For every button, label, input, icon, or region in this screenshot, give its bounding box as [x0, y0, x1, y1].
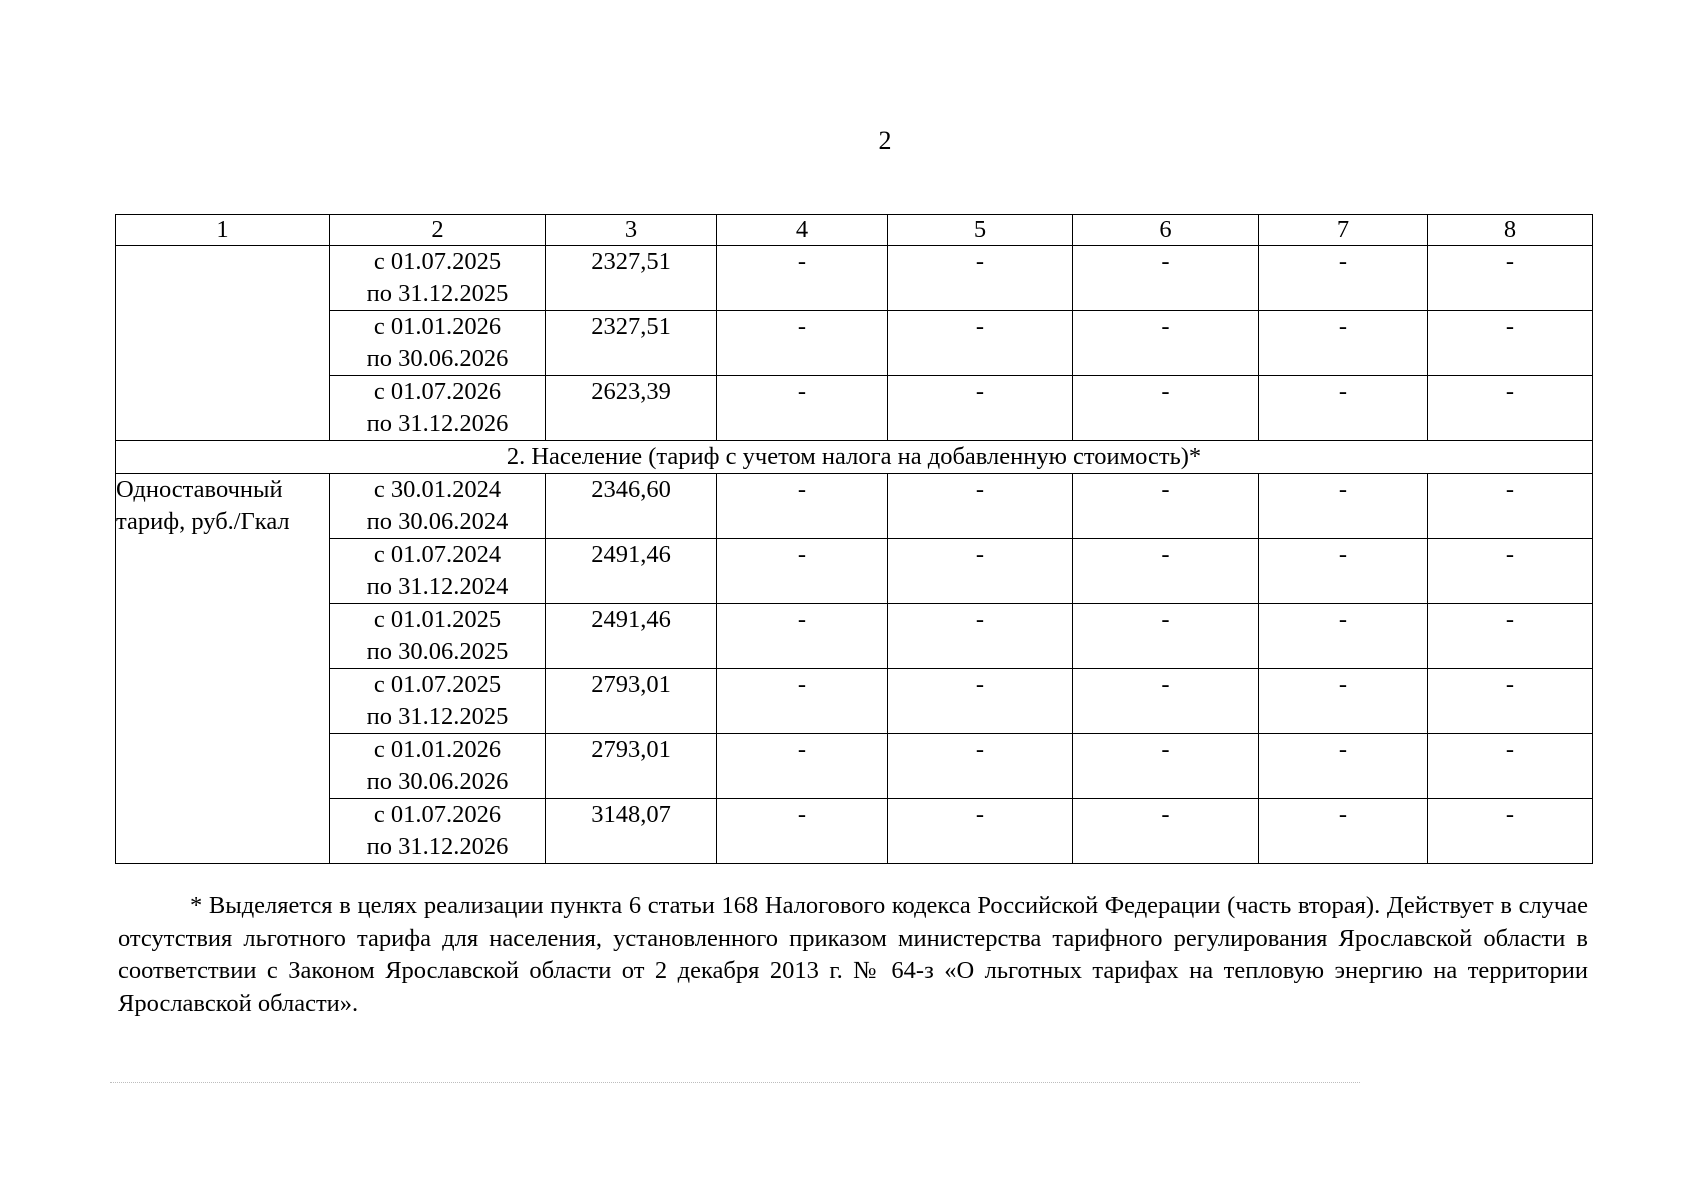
period-cell — [330, 799, 546, 864]
table-row — [116, 669, 1593, 734]
dash-cell: - — [1428, 474, 1593, 539]
column-number: 8 — [1428, 215, 1593, 246]
dash-cell: - — [1073, 311, 1259, 376]
dash-cell: - — [717, 539, 888, 604]
table-row — [116, 539, 1593, 604]
table-row — [116, 474, 1593, 539]
period-from: с 01.01.2026 — [373, 736, 502, 763]
column-number: 3 — [546, 215, 717, 246]
dash-cell: - — [1259, 669, 1428, 734]
dash-cell: - — [1428, 246, 1593, 311]
dash-cell: - — [1428, 734, 1593, 799]
tariff-value: 2623,39 — [546, 376, 717, 441]
period-to: по 30.06.2026 — [366, 345, 509, 372]
period-to: по 31.12.2025 — [366, 280, 509, 307]
period-from: с 01.07.2026 — [373, 378, 502, 405]
column-number: 4 — [717, 215, 888, 246]
table-row — [116, 376, 1593, 441]
table-row — [116, 246, 1593, 311]
tariff-value: 2327,51 — [546, 246, 717, 311]
period-from: с 01.07.2026 — [373, 801, 502, 828]
empty-label-cell — [116, 246, 330, 441]
dash-cell: - — [717, 246, 888, 311]
dash-cell: - — [717, 474, 888, 539]
period-from: с 01.07.2025 — [373, 248, 502, 275]
dash-cell: - — [1073, 669, 1259, 734]
dash-cell: - — [888, 669, 1073, 734]
dash-cell: - — [1428, 604, 1593, 669]
dash-cell: - — [888, 311, 1073, 376]
dash-cell: - — [888, 376, 1073, 441]
dash-cell: - — [1073, 539, 1259, 604]
period-from: с 01.01.2026 — [373, 313, 502, 340]
section-row — [116, 441, 1593, 474]
dash-cell: - — [1259, 539, 1428, 604]
dash-cell: - — [717, 799, 888, 864]
column-number: 2 — [330, 215, 546, 246]
dash-cell: - — [1259, 474, 1428, 539]
tariff-value: 2491,46 — [546, 539, 717, 604]
row-label: Одноставочный тариф, руб./Гкал — [116, 474, 330, 864]
period-cell — [330, 311, 546, 376]
dash-cell: - — [1073, 376, 1259, 441]
column-number: 7 — [1259, 215, 1428, 246]
dash-cell: - — [1428, 799, 1593, 864]
page-number: 2 — [878, 126, 892, 155]
dash-cell: - — [1073, 474, 1259, 539]
tariff-value: 2327,51 — [546, 311, 717, 376]
period-cell — [330, 669, 546, 734]
tariff-value: 2491,46 — [546, 604, 717, 669]
dash-cell: - — [888, 734, 1073, 799]
tariff-value: 3148,07 — [546, 799, 717, 864]
period-cell — [330, 246, 546, 311]
period-from: с 30.01.2024 — [373, 476, 502, 503]
dash-cell: - — [1428, 669, 1593, 734]
period-to: по 30.06.2024 — [366, 508, 509, 535]
dash-cell: - — [888, 474, 1073, 539]
dash-cell: - — [717, 311, 888, 376]
tariff-value: 2793,01 — [546, 669, 717, 734]
table-row — [116, 604, 1593, 669]
period-from: с 01.01.2025 — [373, 606, 502, 633]
table-row — [116, 734, 1593, 799]
dash-cell: - — [1073, 734, 1259, 799]
period-cell — [330, 376, 546, 441]
dash-cell: - — [1259, 799, 1428, 864]
dash-cell: - — [1073, 799, 1259, 864]
period-from: с 01.07.2025 — [373, 671, 502, 698]
section-title: 2. Население (тариф с учетом налога на добавленную стоимость)* — [116, 441, 1593, 474]
dash-cell: - — [888, 799, 1073, 864]
period-to: по 31.12.2026 — [366, 410, 509, 437]
footnote — [118, 890, 1588, 1020]
period-cell — [330, 474, 546, 539]
dash-cell: - — [888, 539, 1073, 604]
tariff-value: 2346,60 — [546, 474, 717, 539]
dash-cell: - — [1073, 604, 1259, 669]
period-from: с 01.07.2024 — [373, 541, 502, 568]
period-to: по 31.12.2024 — [366, 573, 509, 600]
scan-artifact-line — [110, 1082, 1360, 1083]
dash-cell: - — [717, 376, 888, 441]
column-number: 5 — [888, 215, 1073, 246]
dash-cell: - — [1259, 376, 1428, 441]
tariff-value: 2793,01 — [546, 734, 717, 799]
period-to: по 31.12.2026 — [366, 833, 509, 860]
dash-cell: - — [1428, 539, 1593, 604]
dash-cell: - — [717, 604, 888, 669]
dash-cell: - — [1259, 734, 1428, 799]
table-row — [116, 799, 1593, 864]
dash-cell: - — [1428, 311, 1593, 376]
footnote-text: * Выделяется в целях реализации пункта 6 статьи 168 Налогового кодекса Российской Федерации (часть вторая). Действует в случае отсутствия льготного тарифа для населения, установленного приказом министерства тарифного регулирования Ярославской области в соответствии с Законом Ярославской области от 2 декабря 2013 г. № 64-з «О льготных тарифах на тепловую энергию на территории Ярославской области». — [118, 892, 1588, 1017]
column-number-row — [116, 215, 1593, 246]
dash-cell: - — [1259, 604, 1428, 669]
tariff-table — [115, 214, 1593, 864]
column-number: 6 — [1073, 215, 1259, 246]
period-to: по 30.06.2026 — [366, 768, 509, 795]
column-number: 1 — [116, 215, 330, 246]
period-cell — [330, 734, 546, 799]
period-to: по 31.12.2025 — [366, 703, 509, 730]
dash-cell: - — [1073, 246, 1259, 311]
dash-cell: - — [717, 734, 888, 799]
dash-cell: - — [1259, 246, 1428, 311]
dash-cell: - — [1259, 311, 1428, 376]
period-cell — [330, 539, 546, 604]
dash-cell: - — [888, 246, 1073, 311]
dash-cell: - — [717, 669, 888, 734]
dash-cell: - — [1428, 376, 1593, 441]
dash-cell: - — [888, 604, 1073, 669]
period-to: по 30.06.2025 — [366, 638, 509, 665]
table-row — [116, 311, 1593, 376]
period-cell — [330, 604, 546, 669]
